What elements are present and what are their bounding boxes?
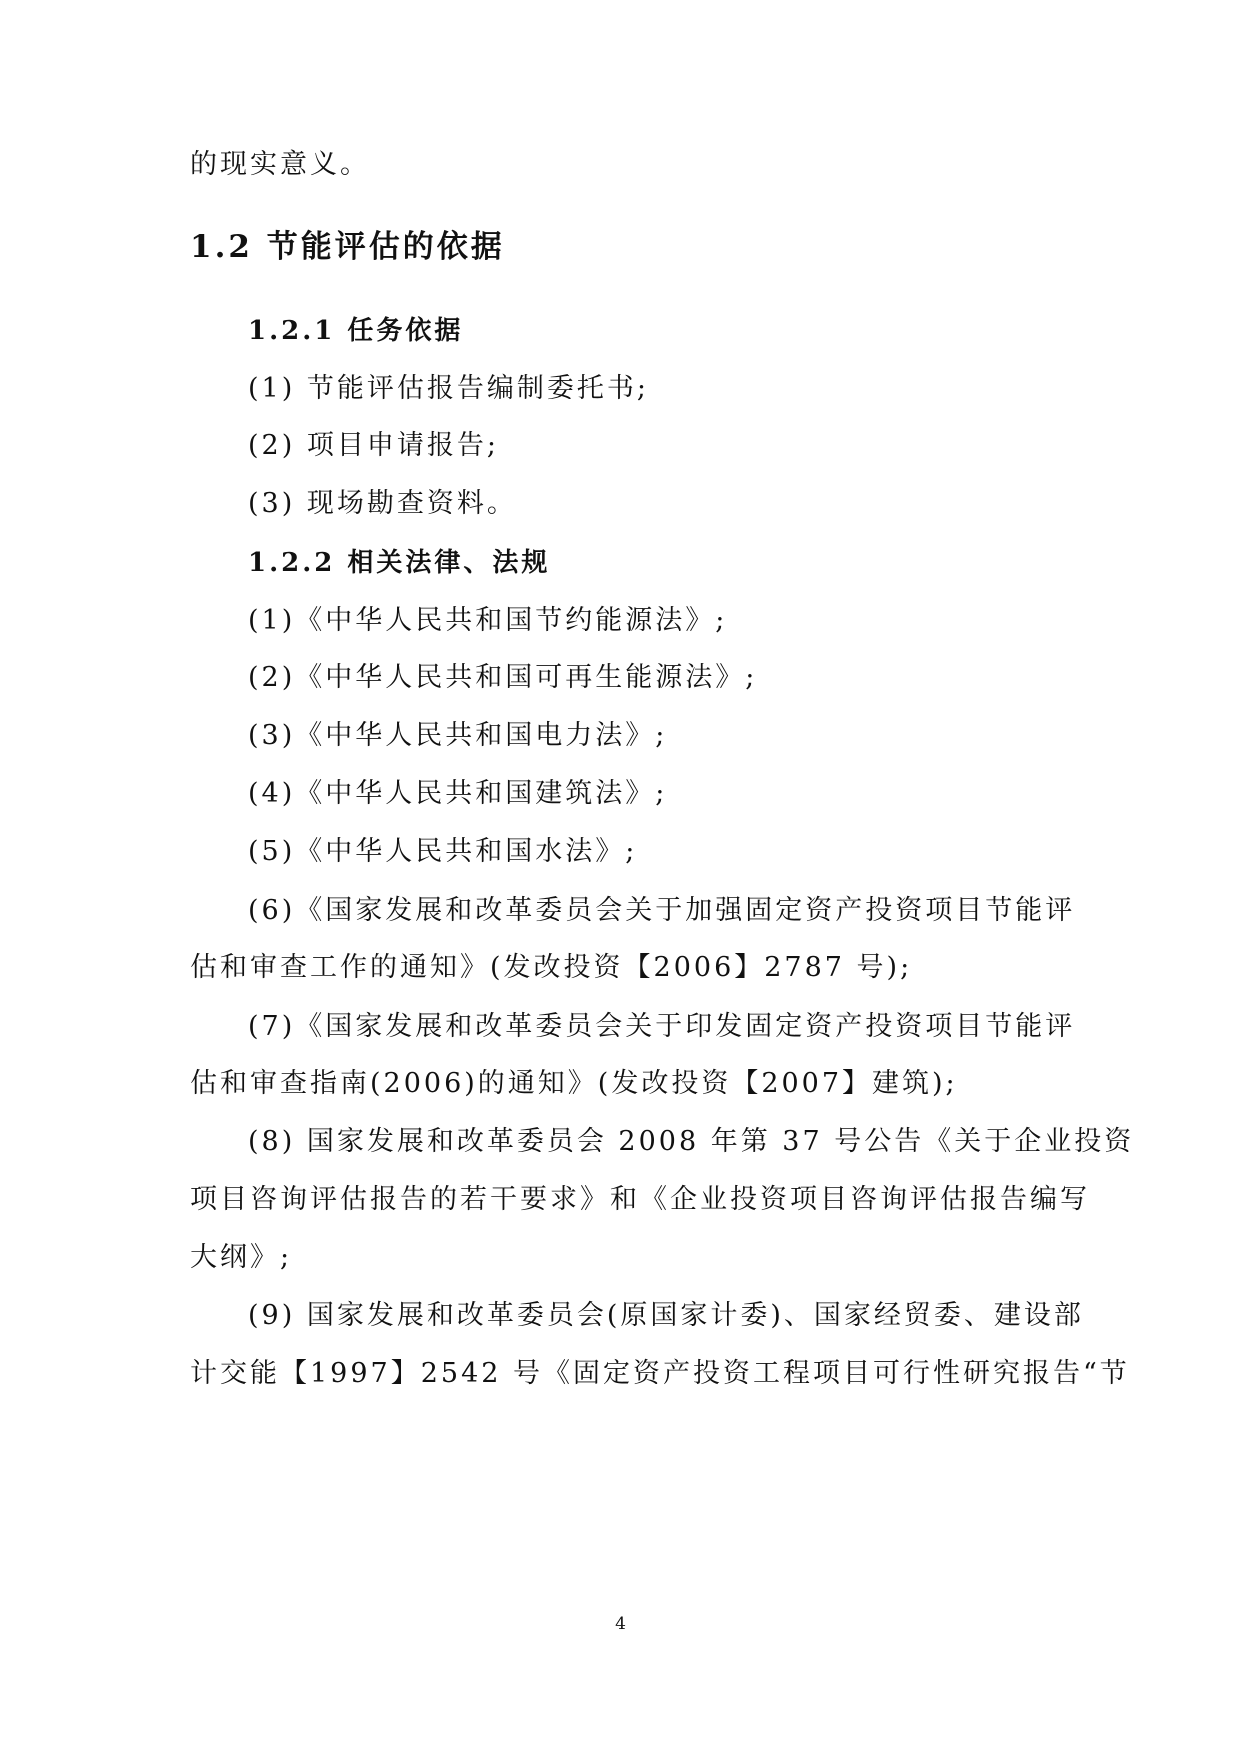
list-item-line: (8) 国家发展和改革委员会 2008 年第 37 号公告《关于企业投资 <box>248 1126 1135 1157</box>
subsection-heading-task: 1.2.1 任务依据 <box>248 316 464 346</box>
list-item-line: (6)《国家发展和改革委员会关于加强固定资产投资项目节能评 <box>248 895 1076 926</box>
page-number: 4 <box>615 1614 626 1634</box>
continuation-text: 的现实意义。 <box>190 149 370 180</box>
list-item: (3) 现场勘查资料。 <box>248 488 517 519</box>
list-item-line: 大纲》; <box>190 1242 293 1273</box>
subsection-heading-laws: 1.2.2 相关法律、法规 <box>248 548 551 578</box>
list-item-line: 项目咨询评估报告的若干要求》和《企业投资项目咨询评估报告编写 <box>190 1184 1090 1215</box>
list-item: (2) 项目申请报告; <box>248 430 499 461</box>
list-item-line: 估和审查指南(2006)的通知》(发改投资【2007】建筑); <box>190 1068 958 1099</box>
list-item: (1) 节能评估报告编制委托书; <box>248 373 649 404</box>
list-item: (2)《中华人民共和国可再生能源法》; <box>248 662 758 693</box>
section-heading: 1.2 节能评估的依据 <box>190 229 505 265</box>
list-item-line: 计交能【1997】2542 号《固定资产投资工程项目可行性研究报告“节 <box>190 1358 1130 1389</box>
list-item-line: (7)《国家发展和改革委员会关于印发固定资产投资项目节能评 <box>248 1011 1076 1042</box>
list-item: (1)《中华人民共和国节约能源法》; <box>248 605 728 636</box>
list-item: (5)《中华人民共和国水法》; <box>248 836 638 867</box>
list-item-line: 估和审查工作的通知》(发改投资【2006】2787 号); <box>190 952 913 983</box>
list-item-line: (9) 国家发展和改革委员会(原国家计委)、国家经贸委、建设部 <box>248 1300 1084 1331</box>
list-item: (3)《中华人民共和国电力法》; <box>248 720 668 751</box>
list-item: (4)《中华人民共和国建筑法》; <box>248 778 668 809</box>
